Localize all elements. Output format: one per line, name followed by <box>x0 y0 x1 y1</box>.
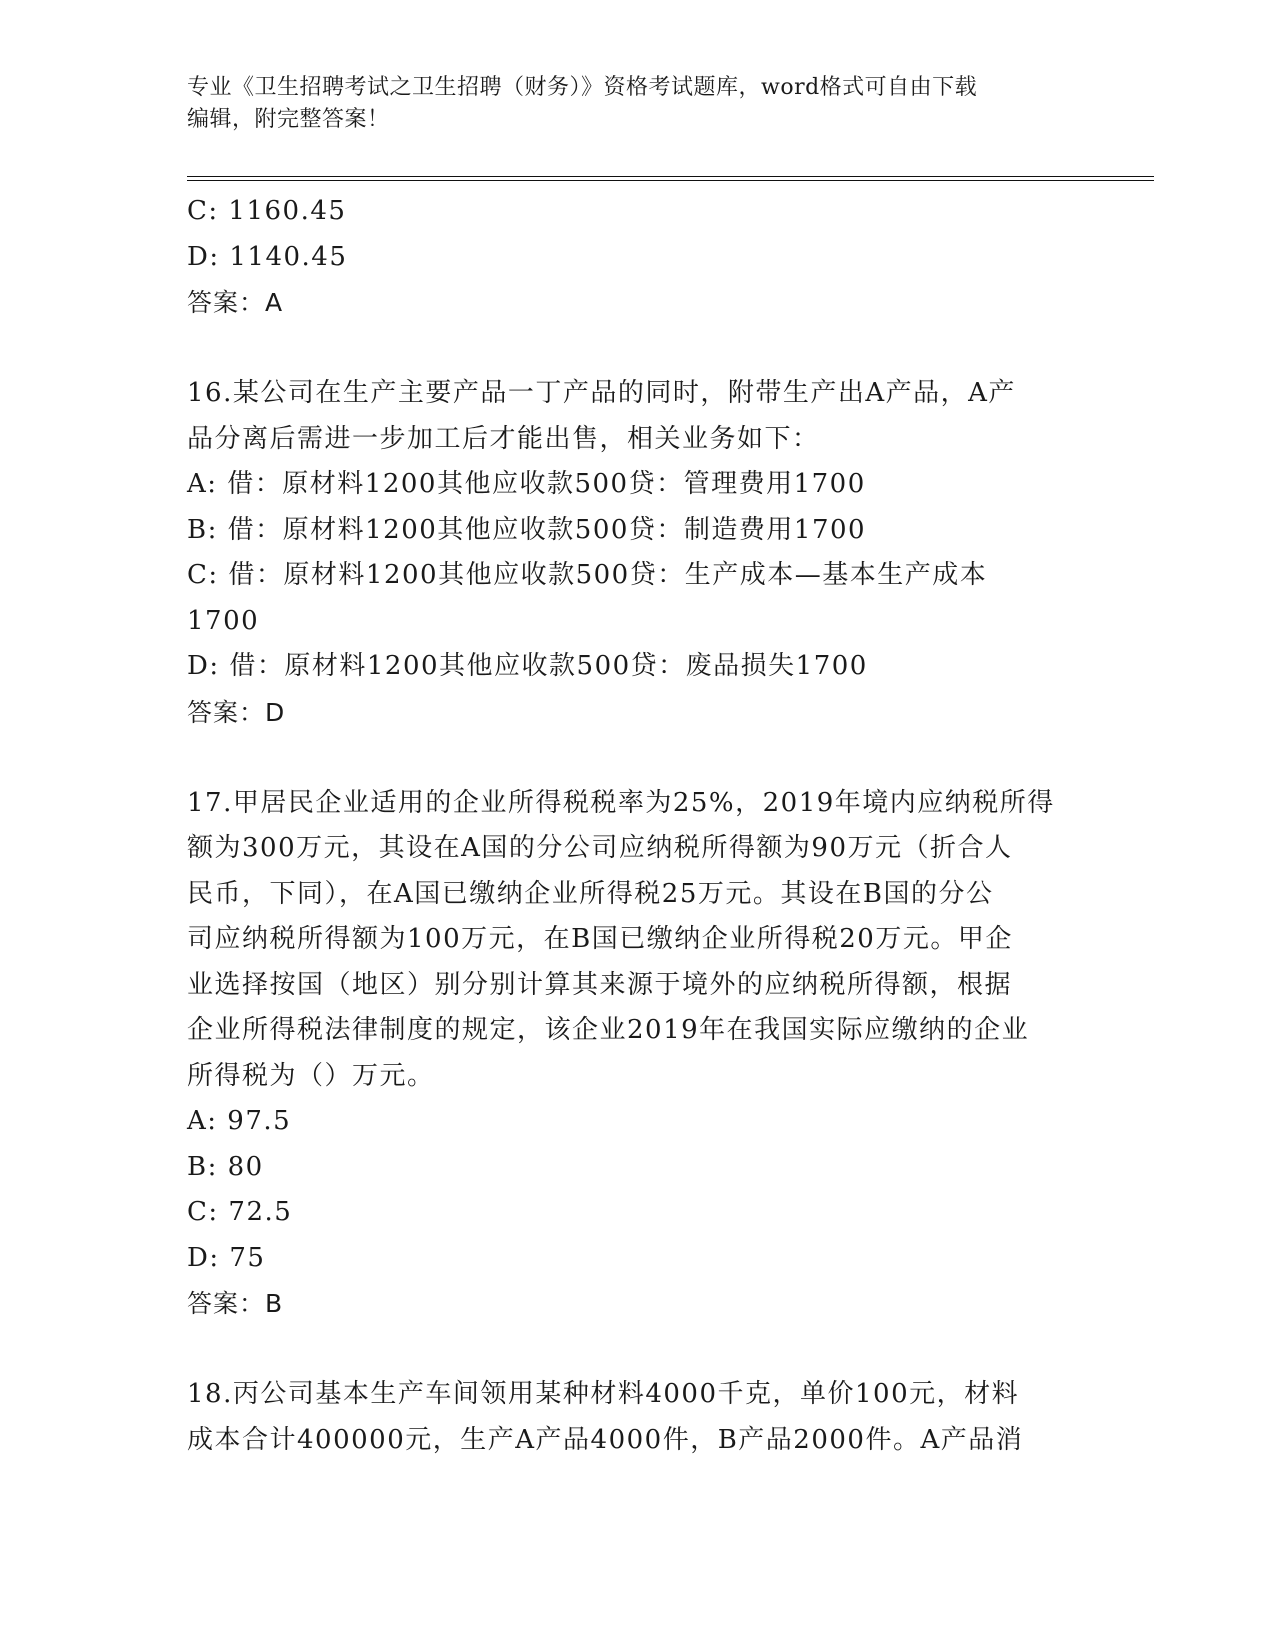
header-rule-bottom <box>187 180 1154 181</box>
spacer <box>187 1327 1087 1373</box>
q17-option-a: A: 97.5 <box>187 1106 292 1136</box>
q17-stem-line-2: 额为300万元，其设在A国的分公司应纳税所得额为90万元（折合人 <box>187 833 1013 863</box>
q16-option-a: A: 借：原材料1200其他应收款500贷：管理费用1700 <box>187 469 866 499</box>
q17-stem-line-4: 司应纳税所得额为100万元，在B国已缴纳企业所得税20万元。甲企 <box>187 924 1013 954</box>
spacer <box>187 326 1087 372</box>
q16-stem-line-2: 品分离后需进一步加工后才能出售，相关业务如下： <box>187 423 820 454</box>
q17-option-d: D: 75 <box>187 1242 266 1273</box>
q16-stem-line-1: 16.某公司在生产主要产品一丁产品的同时，附带生产出A产品，A产 <box>187 378 1016 408</box>
spacer <box>187 735 1087 781</box>
page-header <box>187 72 1087 136</box>
q17-stem-line-3: 民币，下同），在A国已缴纳企业所得税25万元。其设在B国的分公 <box>187 878 994 909</box>
q16-option-c-line-1: C: 借：原材料1200其他应收款500贷：生产成本—基本生产成本 <box>187 560 988 590</box>
header-rule-top <box>187 176 1154 177</box>
question-content <box>187 189 1087 1463</box>
q18-stem-line-1: 18.丙公司基本生产车间领用某种材料4000千克，单价100元，材料 <box>187 1379 1020 1409</box>
q17-stem-line-1: 17.甲居民企业适用的企业所得税税率为25%，2019年境内应纳税所得 <box>187 787 1055 818</box>
q18-stem-line-2: 成本合计400000元，生产A产品4000件，B产品2000件。A产品消 <box>187 1424 1024 1455</box>
q16-option-b: B: 借：原材料1200其他应收款500贷：制造费用1700 <box>187 514 867 545</box>
q16-option-d: D: 借：原材料1200其他应收款500贷：废品损失1700 <box>187 651 868 681</box>
q17-option-b: B: 80 <box>187 1151 264 1182</box>
q17-stem-line-5: 业选择按国（地区）别分别计算其来源于境外的应纳税所得额，根据 <box>187 969 1013 1000</box>
q17-stem-line-7: 所得税为（）万元。 <box>187 1060 435 1091</box>
q15-answer: 答案：A <box>187 288 284 317</box>
q17-option-c: C: 72.5 <box>187 1197 293 1227</box>
q16-answer: 答案：D <box>187 697 286 727</box>
q17-stem-line-6: 企业所得税法律制度的规定，该企业2019年在我国实际应缴纳的企业 <box>187 1015 1030 1045</box>
header-line-1: 专业《卫生招聘考试之卫生招聘（财务）》资格考试题库，word格式可自由下载 <box>187 75 978 100</box>
q17-answer: 答案：B <box>187 1289 284 1318</box>
q15-option-c: C: 1160.45 <box>187 196 347 226</box>
q16-option-c-line-2: 1700 <box>187 605 260 636</box>
header-line-2: 编辑，附完整答案！ <box>187 107 390 132</box>
q15-option-d: D: 1140.45 <box>187 241 348 272</box>
